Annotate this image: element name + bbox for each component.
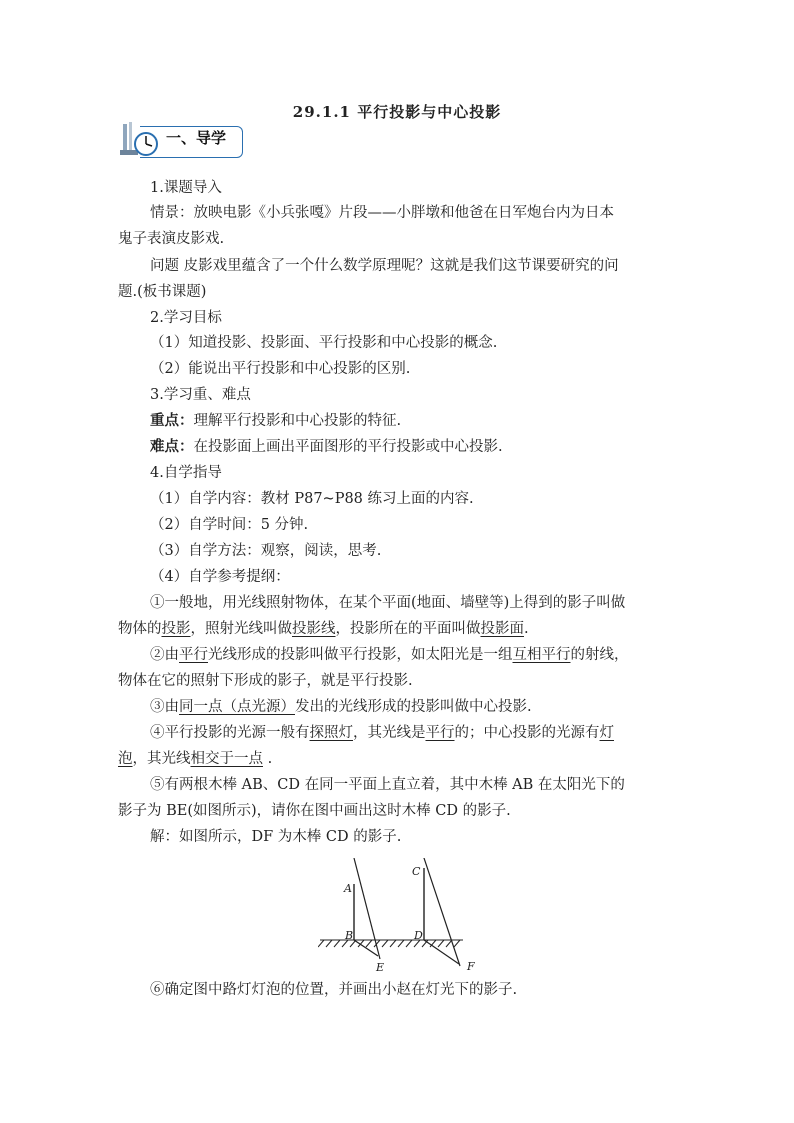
outline-6: ⑥确定图中路灯灯泡的位置，并画出小赵在灯光下的影子. — [150, 982, 518, 998]
answer-bulb-part-2: 泡 — [118, 751, 133, 767]
banner-label: 一、导学 — [166, 129, 227, 147]
outline-3 — [150, 697, 532, 717]
goal-2: （2）能说出平行投影和中心投影的区别. — [150, 361, 411, 377]
text: 物体的 — [118, 621, 162, 637]
text: 的；中心投影的光源有 — [454, 725, 600, 741]
text: . — [263, 751, 273, 767]
answer-parallel: 平行 — [179, 647, 208, 663]
text: ③由 — [150, 699, 179, 715]
guide-item-3: （3）自学方法：观察，阅读，思考. — [150, 543, 382, 559]
text: 光线形成的投影叫做平行投影，如太阳光是一组 — [208, 647, 513, 663]
outline-4-line-1 — [150, 723, 614, 743]
goal-1: （1）知道投影、投影面、平行投影和中心投影的概念. — [150, 335, 498, 351]
text: ②由 — [150, 647, 179, 663]
answer-parallel-2: 平行 — [425, 725, 455, 741]
guide-item-1: （1）自学内容：教材 P87~P88 练习上面的内容. — [150, 491, 474, 507]
scene-line-2: 鬼子表演皮影戏. — [118, 231, 225, 247]
key-label: 重点： — [150, 412, 194, 429]
answer-point-source: 同一点（点光源） — [179, 699, 295, 715]
page-title: 29.1.1 平行投影与中心投影 — [292, 103, 502, 121]
section-banner — [118, 120, 244, 158]
goals-heading: 2.学习目标 — [150, 310, 222, 326]
text: ，其光线是 — [353, 725, 426, 741]
guide-heading: 4.自学指导 — [150, 465, 222, 481]
sun-ray-a — [354, 858, 380, 959]
hard-label: 难点： — [150, 438, 194, 455]
intro-heading: 1.课题导入 — [150, 180, 222, 196]
text: . — [524, 621, 529, 637]
answer-mutually-parallel: 互相平行 — [512, 647, 571, 663]
shadow-figure — [318, 858, 478, 978]
answer-projection-plane: 投影面 — [480, 621, 524, 637]
question-line-2: 题.(板书课题) — [118, 284, 207, 300]
answer-projection: 投影 — [161, 621, 191, 637]
label-c: C — [412, 865, 421, 878]
hard-point — [150, 437, 503, 457]
outline-2-line-1 — [150, 645, 629, 665]
hard-text: 在投影面上画出平面图形的平行投影或中心投影. — [193, 439, 503, 455]
text: ，照射光线叫做 — [190, 621, 292, 637]
label-f: F — [467, 960, 475, 973]
label-e: E — [376, 961, 385, 974]
outline-5-line-1: ⑤有两根木棒 AB、CD 在同一平面上直立着，其中木棒 AB 在太阳光下的 — [150, 777, 625, 793]
solution-line: 解：如图所示，DF 为木棒 CD 的影子. — [150, 829, 402, 845]
question-line-1: 问题 皮影戏里蕴含了一个什么数学原理呢？这就是我们这节课要研究的问 — [150, 258, 619, 274]
outline-5-line-2: 影子为 BE(如图所示)，请你在图中画出这时木棒 CD 的影子. — [118, 803, 511, 819]
scene-line-1: 情景：放映电影《小兵张嘎》片段——小胖墩和他爸在日军炮台内为日本 — [150, 205, 614, 221]
outline-4-line-2 — [118, 749, 272, 769]
text: 的射线， — [570, 647, 629, 663]
answer-intersect: 相交于一点 — [190, 751, 263, 767]
label-a: A — [344, 882, 352, 895]
shadow-be — [354, 940, 378, 956]
text: 发出的光线形成的投影叫做中心投影. — [295, 699, 532, 715]
key-point — [150, 411, 401, 431]
answer-searchlight: 探照灯 — [309, 725, 353, 741]
answer-projection-line: 投影线 — [292, 621, 336, 637]
ground-hatching — [318, 940, 463, 947]
outline-2-line-2: 物体在它的照射下形成的影子，就是平行投影. — [118, 673, 413, 689]
outline-1-line-2 — [118, 619, 529, 639]
sun-ray-c — [422, 858, 460, 966]
guide-item-4: （4）自学参考提纲： — [150, 569, 290, 585]
keys-heading: 3.学习重、难点 — [150, 387, 251, 403]
key-text: 理解平行投影和中心投影的特征. — [193, 413, 402, 429]
text: ④平行投影的光源一般有 — [150, 725, 310, 741]
label-b: B — [345, 929, 354, 942]
outline-1-line-1: ①一般地，用光线照射物体，在某个平面(地面、墙壁等)上得到的影子叫做 — [150, 595, 626, 611]
answer-bulb-part-1: 灯 — [599, 725, 614, 741]
guide-item-2: （2）自学时间：5 分钟. — [150, 517, 309, 533]
label-d: D — [414, 929, 423, 942]
text: ，投影所在的平面叫做 — [335, 621, 481, 637]
text: ，其光线 — [132, 751, 191, 767]
